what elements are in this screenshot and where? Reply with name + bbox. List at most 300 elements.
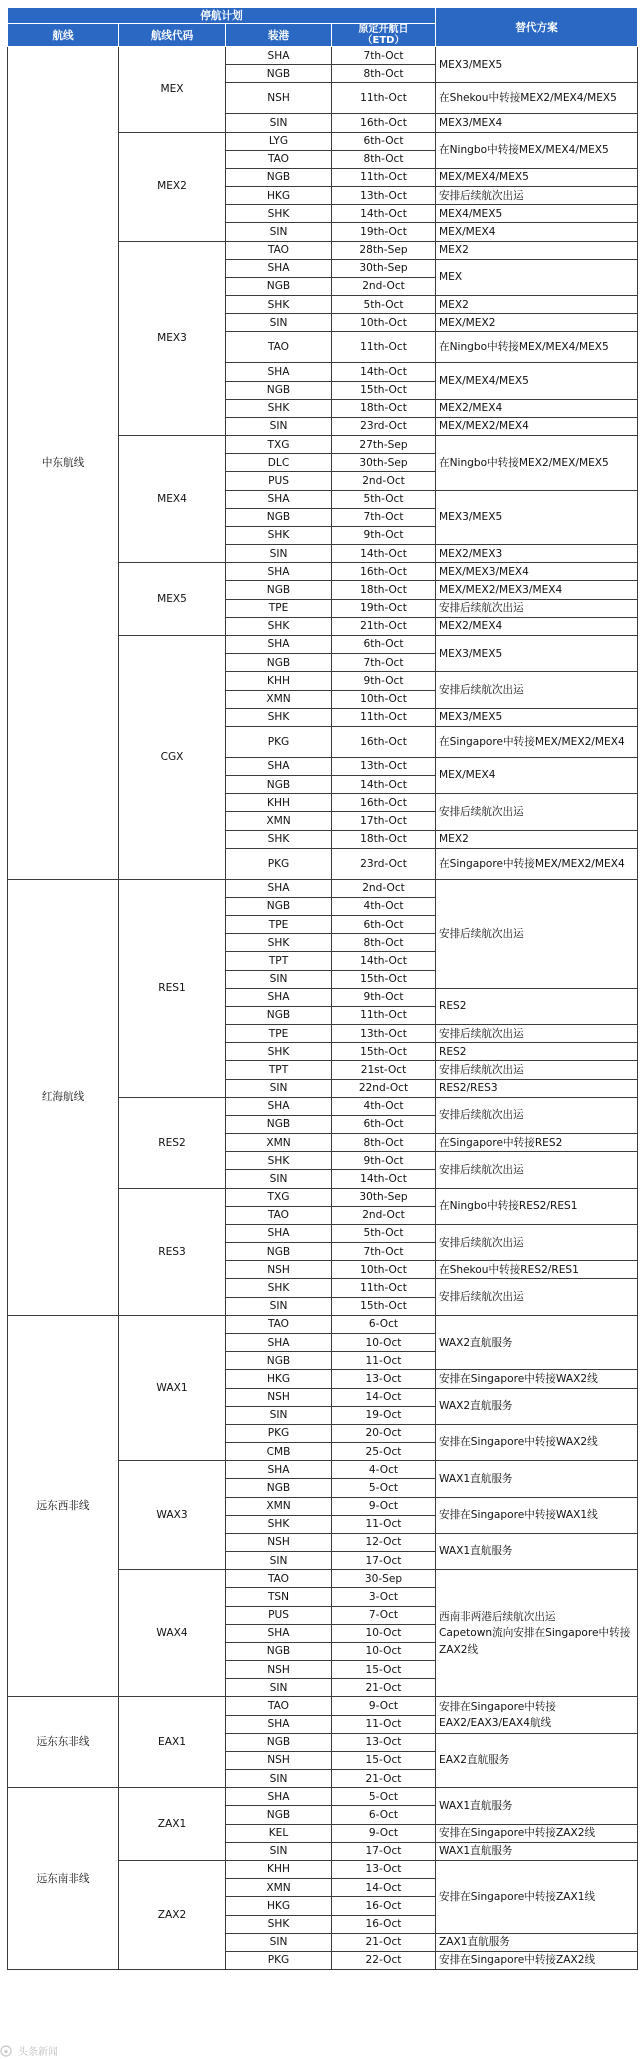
port-cell: SHA <box>226 47 332 65</box>
alternative-cell: 在Singapore中转接MEX/MEX2/MEX4 <box>436 726 638 757</box>
alternative-cell: 安排后续航次出运 <box>436 1279 638 1315</box>
etd-cell: 18th-Oct <box>332 830 436 848</box>
port-cell: SIN <box>226 314 332 332</box>
alternative-cell: MEX2/MEX3 <box>436 545 638 563</box>
port-cell: SHA <box>226 757 332 775</box>
alternative-cell: MEX/MEX4/MEX5 <box>436 168 638 186</box>
alternative-cell: 在Ningbo中转接MEX2/MEX/MEX5 <box>436 436 638 491</box>
alternative-cell: MEX3/MEX5 <box>436 47 638 83</box>
etd-cell: 13th-Oct <box>332 1025 436 1043</box>
etd-cell: 25-Oct <box>332 1443 436 1461</box>
port-cell: TAO <box>226 1697 332 1715</box>
alternative-cell: WAX1直航服务 <box>436 1461 638 1497</box>
etd-cell: 9th-Oct <box>332 672 436 690</box>
port-cell: PKG <box>226 1424 332 1442</box>
port-cell: TPE <box>226 1025 332 1043</box>
etd-cell: 30th-Sep <box>332 259 436 277</box>
etd-cell: 14-Oct <box>332 1388 436 1406</box>
port-cell: NGB <box>226 381 332 399</box>
alternative-cell: 安排后续航次出运 <box>436 1152 638 1188</box>
etd-cell: 6th-Oct <box>332 132 436 150</box>
col-code-header: 航线代码 <box>119 24 226 47</box>
port-cell: SHK <box>226 1515 332 1533</box>
etd-cell: 12-Oct <box>332 1533 436 1551</box>
etd-cell: 15th-Oct <box>332 1043 436 1061</box>
etd-cell: 7th-Oct <box>332 47 436 65</box>
etd-cell: 28th-Sep <box>332 241 436 259</box>
alternative-cell: RES2 <box>436 988 638 1024</box>
etd-cell: 10-Oct <box>332 1642 436 1660</box>
etd-cell: 19-Oct <box>332 1406 436 1424</box>
port-cell: SIN <box>226 970 332 988</box>
port-cell: NGB <box>226 581 332 599</box>
alternative-cell: MEX2 <box>436 241 638 259</box>
etd-cell: 10th-Oct <box>332 690 436 708</box>
route-cell: 远东西非线 <box>8 1315 119 1697</box>
port-cell: TXG <box>226 1188 332 1206</box>
etd-cell: 16th-Oct <box>332 114 436 132</box>
port-cell: NGB <box>226 508 332 526</box>
alternative-cell: MEX/MEX4 <box>436 757 638 793</box>
etd-cell: 16-Oct <box>332 1897 436 1915</box>
etd-cell: 14th-Oct <box>332 363 436 381</box>
etd-cell: 4th-Oct <box>332 1097 436 1115</box>
port-cell: TAO <box>226 1315 332 1333</box>
port-cell: SIN <box>226 1770 332 1788</box>
etd-cell: 18th-Oct <box>332 581 436 599</box>
alternative-cell: WAX1直航服务 <box>436 1842 638 1860</box>
alternative-cell: 在Shekou中转接MEX2/MEX4/MEX5 <box>436 83 638 114</box>
etd-cell: 6th-Oct <box>332 1115 436 1133</box>
etd-cell: 30-Sep <box>332 1570 436 1588</box>
port-cell: NGB <box>226 1733 332 1751</box>
alternative-cell: 安排后续航次出运 <box>436 187 638 205</box>
etd-cell: 5-Oct <box>332 1788 436 1806</box>
route-code-cell: EAX1 <box>119 1697 226 1788</box>
port-cell: NGB <box>226 168 332 186</box>
port-cell: NSH <box>226 1533 332 1551</box>
alternative-cell: MEX2/MEX4 <box>436 617 638 635</box>
port-cell: SIN <box>226 1552 332 1570</box>
etd-cell: 14-Oct <box>332 1879 436 1897</box>
route-cell: 远东东非线 <box>8 1697 119 1788</box>
port-cell: PUS <box>226 472 332 490</box>
etd-cell: 23rd-Oct <box>332 417 436 435</box>
table-row <box>8 879 638 897</box>
etd-cell: 10-Oct <box>332 1624 436 1642</box>
etd-cell: 11th-Oct <box>332 168 436 186</box>
alternative-cell: RES2 <box>436 1043 638 1061</box>
port-cell: NGB <box>226 1006 332 1024</box>
port-cell: SHK <box>226 934 332 952</box>
port-cell: NSH <box>226 1261 332 1279</box>
alternative-cell: MEX3/MEX4 <box>436 114 638 132</box>
port-cell: TXG <box>226 436 332 454</box>
port-cell: SIN <box>226 545 332 563</box>
port-cell: NGB <box>226 1806 332 1824</box>
port-cell: NGB <box>226 1243 332 1261</box>
etd-cell: 14th-Oct <box>332 205 436 223</box>
etd-cell: 16th-Oct <box>332 794 436 812</box>
etd-cell: 7th-Oct <box>332 508 436 526</box>
etd-cell: 11-Oct <box>332 1715 436 1733</box>
etd-cell: 22-Oct <box>332 1951 436 1969</box>
alternative-cell: MEX/MEX4/MEX5 <box>436 363 638 399</box>
alternative-cell: 安排后续航次出运 <box>436 1061 638 1079</box>
alternative-cell: 西南非两港后续航次出运 Capetown流向安排在Singapore中转接ZAX2线 <box>436 1570 638 1697</box>
etd-cell: 23rd-Oct <box>332 848 436 879</box>
port-cell: SHA <box>226 363 332 381</box>
etd-cell: 11th-Oct <box>332 1279 436 1297</box>
port-cell: SHA <box>226 1624 332 1642</box>
port-cell: PKG <box>226 848 332 879</box>
table-row <box>8 47 638 65</box>
port-cell: SIN <box>226 1297 332 1315</box>
route-code-cell: ZAX2 <box>119 1860 226 1969</box>
port-cell: SHA <box>226 1097 332 1115</box>
etd-cell: 17th-Oct <box>332 812 436 830</box>
etd-cell: 6-Oct <box>332 1315 436 1333</box>
etd-cell: 16-Oct <box>332 1915 436 1933</box>
col-alt-header: 替代方案 <box>436 8 638 47</box>
port-cell: SHK <box>226 617 332 635</box>
alternative-cell: RES2/RES3 <box>436 1079 638 1097</box>
port-cell: DLC <box>226 454 332 472</box>
etd-cell: 6th-Oct <box>332 916 436 934</box>
etd-cell: 5-Oct <box>332 1479 436 1497</box>
etd-cell: 17-Oct <box>332 1552 436 1570</box>
etd-cell: 10th-Oct <box>332 1261 436 1279</box>
etd-cell: 13th-Oct <box>332 187 436 205</box>
etd-cell: 30th-Sep <box>332 1188 436 1206</box>
etd-cell: 15th-Oct <box>332 970 436 988</box>
etd-cell: 2nd-Oct <box>332 277 436 295</box>
etd-cell: 11th-Oct <box>332 708 436 726</box>
alternative-cell: 安排后续航次出运 <box>436 1097 638 1133</box>
etd-cell: 10-Oct <box>332 1334 436 1352</box>
table-row <box>8 1788 638 1806</box>
etd-cell: 7-Oct <box>332 1606 436 1624</box>
port-cell: NGB <box>226 277 332 295</box>
port-cell: NGB <box>226 1352 332 1370</box>
port-cell: NSH <box>226 1661 332 1679</box>
watermark-text: 头条新闻 <box>18 2046 58 2058</box>
port-cell: SHK <box>226 205 332 223</box>
port-cell: SHK <box>226 708 332 726</box>
etd-cell: 11-Oct <box>332 1515 436 1533</box>
port-cell: TPT <box>226 952 332 970</box>
route-code-cell: WAX4 <box>119 1570 226 1697</box>
alternative-cell: 在Singapore中转接MEX/MEX2/MEX4 <box>436 848 638 879</box>
alternative-cell: 在Ningbo中转接RES2/RES1 <box>436 1188 638 1224</box>
port-cell: TAO <box>226 1206 332 1224</box>
port-cell: TPE <box>226 599 332 617</box>
port-cell: SHA <box>226 1461 332 1479</box>
etd-header-text: 原定开航日 （ETD） <box>358 24 409 46</box>
etd-cell: 13-Oct <box>332 1733 436 1751</box>
port-cell: SHK <box>226 830 332 848</box>
port-cell: SHK <box>226 1152 332 1170</box>
table-row <box>8 1315 638 1333</box>
etd-cell: 15-Oct <box>332 1661 436 1679</box>
alternative-cell: MEX4/MEX5 <box>436 205 638 223</box>
route-code-cell: RES1 <box>119 879 226 1097</box>
port-cell: SIN <box>226 114 332 132</box>
etd-cell: 19th-Oct <box>332 599 436 617</box>
etd-cell: 4-Oct <box>332 1461 436 1479</box>
alternative-cell: 安排在Singapore中转接WAX2线 <box>436 1370 638 1388</box>
port-cell: KHH <box>226 794 332 812</box>
alternative-cell: 安排在Singapore中转接WAX1线 <box>436 1497 638 1533</box>
port-cell: SHK <box>226 1043 332 1061</box>
etd-cell: 20-Oct <box>332 1424 436 1442</box>
etd-cell: 11th-Oct <box>332 332 436 363</box>
etd-cell: 3-Oct <box>332 1588 436 1606</box>
port-cell: SIN <box>226 1679 332 1697</box>
port-cell: LYG <box>226 132 332 150</box>
alternative-cell: EAX2直航服务 <box>436 1733 638 1788</box>
alternative-cell: 安排后续航次出运 <box>436 672 638 708</box>
port-cell: SIN <box>226 1170 332 1188</box>
port-cell: SIN <box>226 1933 332 1951</box>
alternative-cell: WAX2直航服务 <box>436 1388 638 1424</box>
table-header <box>8 8 638 47</box>
etd-cell: 27th-Sep <box>332 436 436 454</box>
port-cell: XMN <box>226 1879 332 1897</box>
port-cell: SHA <box>226 635 332 653</box>
port-cell: SIN <box>226 223 332 241</box>
route-code-cell: MEX3 <box>119 241 226 436</box>
etd-cell: 14th-Oct <box>332 952 436 970</box>
etd-cell: 9-Oct <box>332 1697 436 1715</box>
port-cell: NGB <box>226 65 332 83</box>
etd-cell: 5th-Oct <box>332 490 436 508</box>
alternative-cell: MEX/MEX4 <box>436 223 638 241</box>
etd-cell: 16th-Oct <box>332 563 436 581</box>
etd-cell: 21st-Oct <box>332 1061 436 1079</box>
route-code-cell: WAX3 <box>119 1461 226 1570</box>
port-cell: SHA <box>226 259 332 277</box>
etd-cell: 8th-Oct <box>332 1134 436 1152</box>
port-cell: NSH <box>226 83 332 114</box>
table-row <box>8 1697 638 1715</box>
port-cell: KHH <box>226 1860 332 1878</box>
alternative-cell: MEX2 <box>436 296 638 314</box>
alternative-cell: WAX1直航服务 <box>436 1533 638 1569</box>
alternative-cell: 安排后续航次出运 <box>436 1025 638 1043</box>
port-cell: TAO <box>226 241 332 259</box>
alternative-cell: 安排后续航次出运 <box>436 599 638 617</box>
alternative-cell: MEX3/MEX5 <box>436 708 638 726</box>
route-code-cell: MEX <box>119 47 226 133</box>
port-cell: SIN <box>226 1079 332 1097</box>
etd-cell: 15th-Oct <box>332 1297 436 1315</box>
port-cell: NGB <box>226 1642 332 1660</box>
port-cell: HKG <box>226 1897 332 1915</box>
alternative-cell: 在Ningbo中转接MEX/MEX4/MEX5 <box>436 332 638 363</box>
etd-cell: 2nd-Oct <box>332 472 436 490</box>
port-cell: SHA <box>226 563 332 581</box>
alternative-cell: WAX2直航服务 <box>436 1315 638 1370</box>
etd-cell: 10th-Oct <box>332 314 436 332</box>
etd-cell: 7th-Oct <box>332 1243 436 1261</box>
etd-cell: 21-Oct <box>332 1679 436 1697</box>
port-cell: SHK <box>226 296 332 314</box>
route-code-cell: RES2 <box>119 1097 226 1188</box>
port-cell: SHA <box>226 490 332 508</box>
etd-cell: 8th-Oct <box>332 150 436 168</box>
alternative-cell: ZAX1直航服务 <box>436 1933 638 1951</box>
port-cell: TAO <box>226 150 332 168</box>
alternative-cell: MEX <box>436 259 638 295</box>
route-code-cell: MEX2 <box>119 132 226 241</box>
etd-cell: 11th-Oct <box>332 1006 436 1024</box>
alternative-cell: MEX2/MEX4 <box>436 399 638 417</box>
table-body <box>8 47 638 1970</box>
port-cell: SIN <box>226 417 332 435</box>
etd-cell: 21-Oct <box>332 1770 436 1788</box>
port-cell: PKG <box>226 1951 332 1969</box>
route-cell: 中东航线 <box>8 47 119 880</box>
etd-cell: 21-Oct <box>332 1933 436 1951</box>
col-port-header: 装港 <box>226 24 332 47</box>
port-cell: NGB <box>226 776 332 794</box>
port-cell: TAO <box>226 1570 332 1588</box>
etd-cell: 2nd-Oct <box>332 1206 436 1224</box>
etd-cell: 30th-Sep <box>332 454 436 472</box>
route-code-cell: RES3 <box>119 1188 226 1315</box>
port-cell: SHK <box>226 526 332 544</box>
alternative-cell: MEX3/MEX5 <box>436 490 638 545</box>
alternative-cell: MEX3/MEX5 <box>436 635 638 671</box>
route-code-cell: CGX <box>119 635 226 879</box>
etd-cell: 8th-Oct <box>332 934 436 952</box>
port-cell: HKG <box>226 187 332 205</box>
alternative-cell: 安排在Singapore中转接ZAX2线 <box>436 1951 638 1969</box>
port-cell: TPT <box>226 1061 332 1079</box>
port-cell: XMN <box>226 690 332 708</box>
alternative-cell: MEX/MEX2/MEX3/MEX4 <box>436 581 638 599</box>
route-cell: 远东南非线 <box>8 1788 119 1970</box>
alternative-cell: 安排在Singapore中转接 EAX2/EAX3/EAX4航线 <box>436 1697 638 1733</box>
alternative-cell: MEX/MEX2 <box>436 314 638 332</box>
etd-cell: 21th-Oct <box>332 617 436 635</box>
port-cell: SHA <box>226 1334 332 1352</box>
etd-cell: 14th-Oct <box>332 545 436 563</box>
port-cell: KHH <box>226 672 332 690</box>
etd-cell: 13th-Oct <box>332 757 436 775</box>
port-cell: XMN <box>226 1134 332 1152</box>
etd-cell: 17-Oct <box>332 1842 436 1860</box>
port-cell: PKG <box>226 726 332 757</box>
alternative-cell: 安排后续航次出运 <box>436 879 638 988</box>
alternative-cell: MEX/MEX2/MEX4 <box>436 417 638 435</box>
shipping-suspension-table <box>7 7 638 1970</box>
watermark-logo <box>0 2041 140 2059</box>
alternative-cell: 安排在Singapore中转接ZAX1线 <box>436 1860 638 1933</box>
etd-cell: 11th-Oct <box>332 83 436 114</box>
route-code-cell: MEX4 <box>119 436 226 563</box>
etd-cell: 5th-Oct <box>332 1224 436 1242</box>
alternative-cell: 安排在Singapore中转接WAX2线 <box>436 1424 638 1460</box>
etd-cell: 13-Oct <box>332 1860 436 1878</box>
port-cell: SIN <box>226 1842 332 1860</box>
alternative-cell: 在Singapore中转接RES2 <box>436 1134 638 1152</box>
alternative-cell: 安排在Singapore中转接ZAX2线 <box>436 1824 638 1842</box>
port-cell: SHA <box>226 1224 332 1242</box>
etd-cell: 2nd-Oct <box>332 879 436 897</box>
route-cell: 红海航线 <box>8 879 119 1315</box>
etd-cell: 16th-Oct <box>332 726 436 757</box>
port-cell: PUS <box>226 1606 332 1624</box>
alternative-cell: 在Shekou中转接RES2/RES1 <box>436 1261 638 1279</box>
etd-cell: 6-Oct <box>332 1806 436 1824</box>
port-cell: NGB <box>226 1479 332 1497</box>
port-cell: SHA <box>226 1788 332 1806</box>
etd-cell: 9-Oct <box>332 1824 436 1842</box>
port-cell: SHA <box>226 879 332 897</box>
alternative-cell: MEX/MEX3/MEX4 <box>436 563 638 581</box>
etd-cell: 14th-Oct <box>332 776 436 794</box>
weibo-icon <box>0 2043 14 2057</box>
alternative-cell: WAX1直航服务 <box>436 1788 638 1824</box>
etd-cell: 14th-Oct <box>332 1170 436 1188</box>
port-cell: NSH <box>226 1388 332 1406</box>
etd-cell: 18th-Oct <box>332 399 436 417</box>
plan-title: 停航计划 <box>8 8 436 24</box>
col-route-header: 航线 <box>8 24 119 47</box>
etd-cell: 22nd-Oct <box>332 1079 436 1097</box>
etd-cell: 13-Oct <box>332 1370 436 1388</box>
port-cell: SHA <box>226 1715 332 1733</box>
etd-cell: 7th-Oct <box>332 654 436 672</box>
port-cell: SIN <box>226 1406 332 1424</box>
etd-cell: 15th-Oct <box>332 381 436 399</box>
port-cell: CMB <box>226 1443 332 1461</box>
etd-cell: 9-Oct <box>332 1497 436 1515</box>
alternative-cell: 安排后续航次出运 <box>436 1224 638 1260</box>
port-cell: XMN <box>226 1497 332 1515</box>
etd-cell: 9th-Oct <box>332 1152 436 1170</box>
port-cell: SHK <box>226 1279 332 1297</box>
port-cell: NSH <box>226 1751 332 1769</box>
port-cell: TPE <box>226 916 332 934</box>
etd-cell: 4th-Oct <box>332 897 436 915</box>
port-cell: NGB <box>226 897 332 915</box>
etd-cell: 6th-Oct <box>332 635 436 653</box>
port-cell: KEL <box>226 1824 332 1842</box>
port-cell: TSN <box>226 1588 332 1606</box>
port-cell: NGB <box>226 1115 332 1133</box>
port-cell: NGB <box>226 654 332 672</box>
etd-cell: 15-Oct <box>332 1751 436 1769</box>
port-cell: XMN <box>226 812 332 830</box>
alternative-cell: MEX2 <box>436 830 638 848</box>
etd-cell: 11-Oct <box>332 1352 436 1370</box>
port-cell: HKG <box>226 1370 332 1388</box>
route-code-cell: MEX5 <box>119 563 226 636</box>
port-cell: SHK <box>226 1915 332 1933</box>
etd-cell: 8th-Oct <box>332 65 436 83</box>
route-code-cell: ZAX1 <box>119 1788 226 1861</box>
etd-cell: 9th-Oct <box>332 526 436 544</box>
alternative-cell: 在Ningbo中转接MEX/MEX4/MEX5 <box>436 132 638 168</box>
etd-cell: 19th-Oct <box>332 223 436 241</box>
port-cell: SHA <box>226 988 332 1006</box>
etd-cell: 9th-Oct <box>332 988 436 1006</box>
col-etd-header <box>332 24 436 47</box>
port-cell: SHK <box>226 399 332 417</box>
